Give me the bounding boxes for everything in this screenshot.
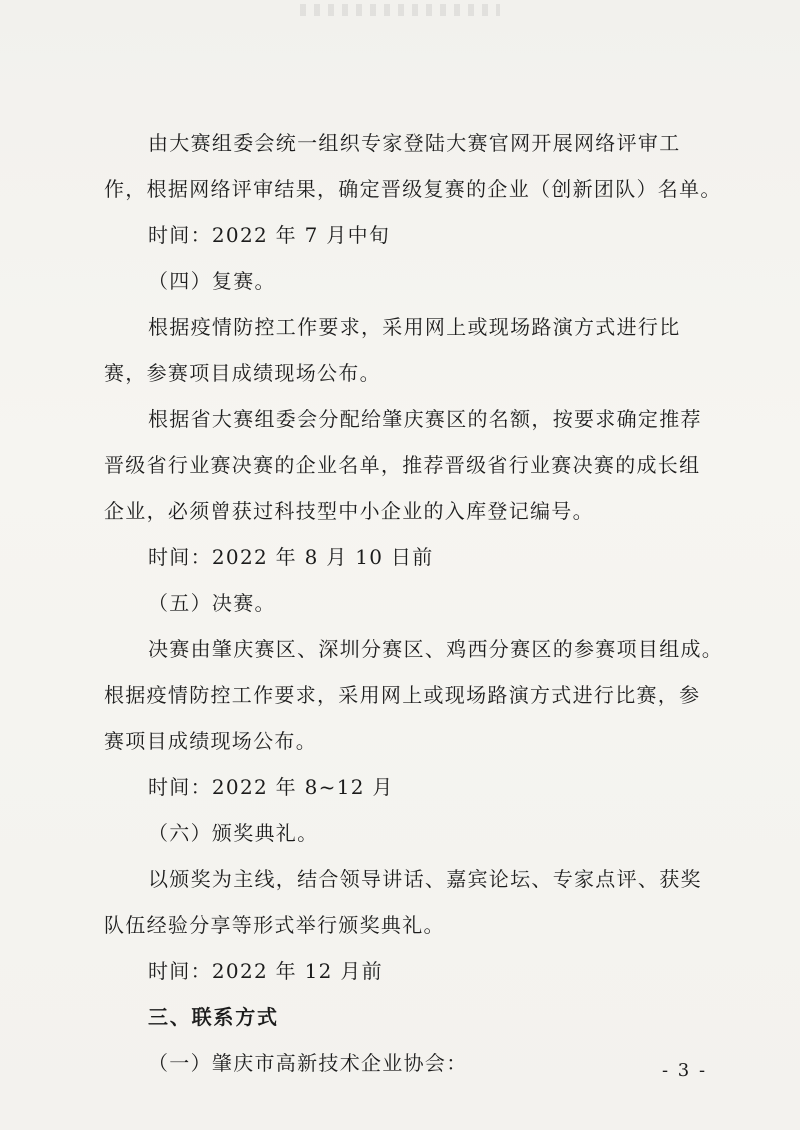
paragraph-line: 由大赛组委会统一组织专家登陆大赛官网开展网络评审工 [148, 131, 681, 155]
paragraph-line: 以颁奖为主线，结合领导讲话、嘉宾论坛、专家点评、获奖 [148, 867, 702, 891]
section-heading: 三、联系方式 [148, 1005, 279, 1029]
time-line: 时间：2022 年 7 月中旬 [148, 223, 391, 247]
paragraph-line: 企业，必须曾获过科技型中小企业的入库登记编号。 [104, 499, 594, 523]
scan-artifact [300, 4, 500, 16]
paragraph-line: 根据疫情防控工作要求，采用网上或现场路演方式进行比赛，参 [104, 683, 701, 707]
time-line: 时间：2022 年 8~12 月 [148, 775, 394, 799]
section-title: （五）决赛。 [148, 591, 276, 615]
section-title: （四）复赛。 [148, 269, 276, 293]
section-title: （一）肇庆市高新技术企业协会： [148, 1051, 468, 1075]
paragraph-line: 决赛由肇庆赛区、深圳分赛区、鸡西分赛区的参赛项目组成。 [148, 637, 724, 661]
paragraph-line: 晋级省行业赛决赛的企业名单，推荐晋级省行业赛决赛的成长组 [104, 453, 701, 477]
time-line: 时间：2022 年 8 月 10 日前 [148, 545, 434, 569]
section-title: （六）颁奖典礼。 [148, 821, 319, 845]
time-line: 时间：2022 年 12 月前 [148, 959, 383, 983]
document-body [104, 120, 724, 1086]
paragraph-line: 根据疫情防控工作要求，采用网上或现场路演方式进行比 [148, 315, 681, 339]
paragraph-line: 根据省大赛组委会分配给肇庆赛区的名额，按要求确定推荐 [148, 407, 702, 431]
paragraph-line: 赛项目成绩现场公布。 [104, 729, 317, 753]
paragraph-line: 作，根据网络评审结果，确定晋级复赛的企业（创新团队）名单。 [104, 177, 722, 201]
paragraph-line: 赛，参赛项目成绩现场公布。 [104, 361, 381, 385]
paragraph-line: 队伍经验分享等形式举行颁奖典礼。 [104, 913, 445, 937]
page-number: - 3 - [662, 1060, 708, 1081]
